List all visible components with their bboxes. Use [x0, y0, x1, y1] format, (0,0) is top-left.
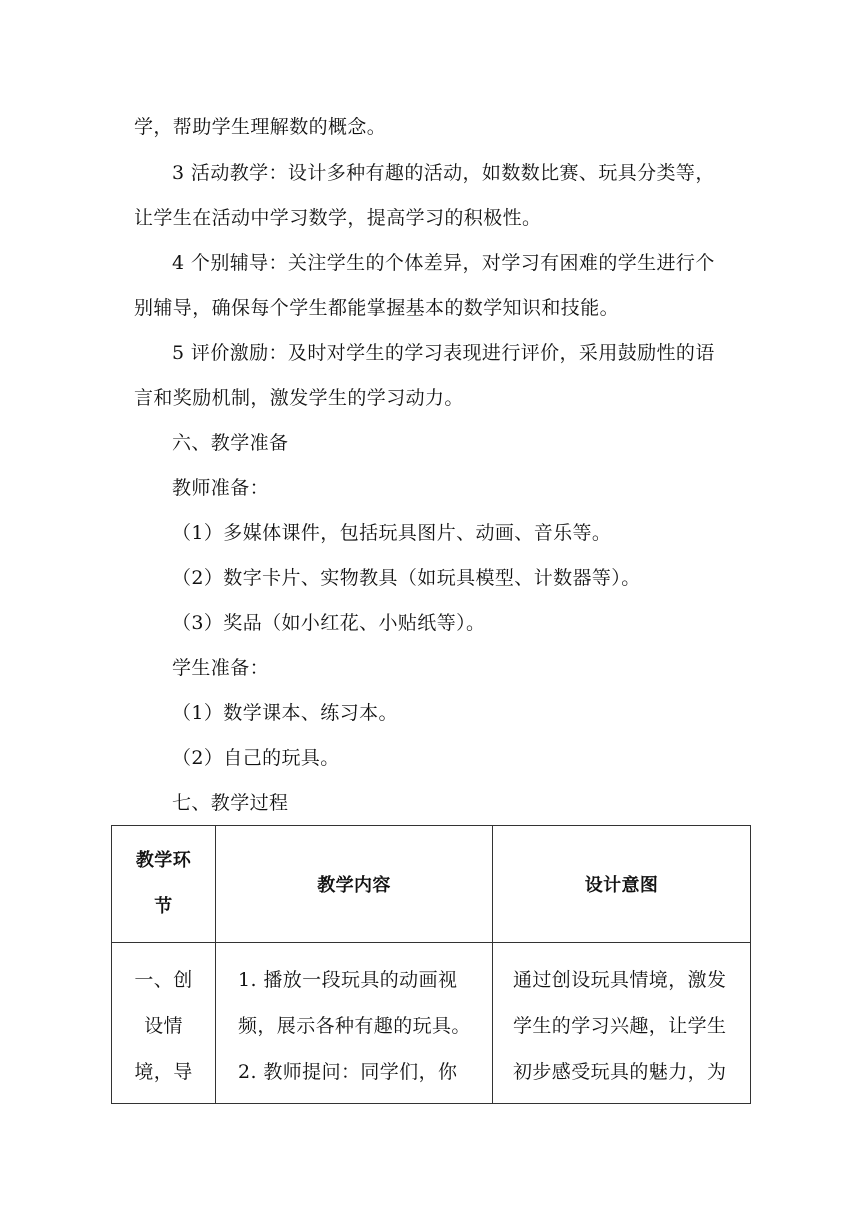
- cell-line: 设情: [144, 1015, 183, 1037]
- stage-cell: [112, 943, 216, 1104]
- cell-line: 2. 教师提问：同学们，你: [238, 1061, 458, 1083]
- table-header-row: [112, 826, 751, 943]
- paragraph-text: 让学生在活动中学习数学，提高学习的积极性。: [134, 207, 542, 229]
- list-item: （1）多媒体课件，包括玩具图片、动画、音乐等。: [172, 522, 612, 544]
- paragraph-text: 4 个别辅导：关注学生的个体差异，对学习有困难的学生进行个: [172, 252, 715, 274]
- teaching-process-table: [111, 825, 751, 1104]
- paragraph-text: 言和奖励机制，激发学生的学习动力。: [134, 387, 464, 409]
- teacher-prep-label: 教师准备：: [172, 477, 270, 499]
- list-item: （3）奖品（如小红花、小贴纸等）。: [172, 612, 486, 634]
- paragraph-text: 学，帮助学生理解数的概念。: [134, 116, 387, 138]
- cell-line: 初步感受玩具的魅力，为: [513, 1061, 727, 1083]
- header-stage-line: 节: [154, 896, 173, 917]
- section-heading: 七、教学过程: [172, 792, 289, 814]
- header-stage-line: 教学环: [135, 850, 192, 871]
- cell-line: 境，导: [134, 1061, 193, 1083]
- intent-cell: [493, 943, 751, 1104]
- cell-line: 频，展示各种有趣的玩具。: [238, 1015, 471, 1037]
- student-prep-label: 学生准备：: [172, 657, 270, 679]
- section-heading: 六、教学准备: [172, 432, 289, 454]
- list-item: （1）数学课本、练习本。: [172, 702, 398, 724]
- cell-line: 1. 播放一段玩具的动画视: [238, 969, 458, 991]
- header-stage: [112, 826, 216, 943]
- paragraph-text: 别辅导，确保每个学生都能掌握基本的数学知识和技能。: [134, 297, 620, 319]
- header-content: 教学内容: [216, 826, 493, 943]
- content-cell: [216, 943, 493, 1104]
- list-item: （2）自己的玩具。: [172, 747, 340, 769]
- list-item: （2）数字卡片、实物教具（如玩具模型、计数器等）。: [172, 567, 641, 589]
- table-row: [112, 943, 751, 1104]
- cell-line: 通过创设玩具情境，激发: [513, 969, 727, 991]
- paragraph-text: 5 评价激励：及时对学生的学习表现进行评价，采用鼓励性的语: [172, 342, 715, 364]
- cell-line: 学生的学习兴趣，让学生: [513, 1015, 727, 1037]
- cell-line: 一、创: [134, 969, 193, 991]
- paragraph-text: 3 活动教学：设计多种有趣的活动，如数数比赛、玩具分类等，: [172, 162, 715, 184]
- header-intent: 设计意图: [493, 826, 751, 943]
